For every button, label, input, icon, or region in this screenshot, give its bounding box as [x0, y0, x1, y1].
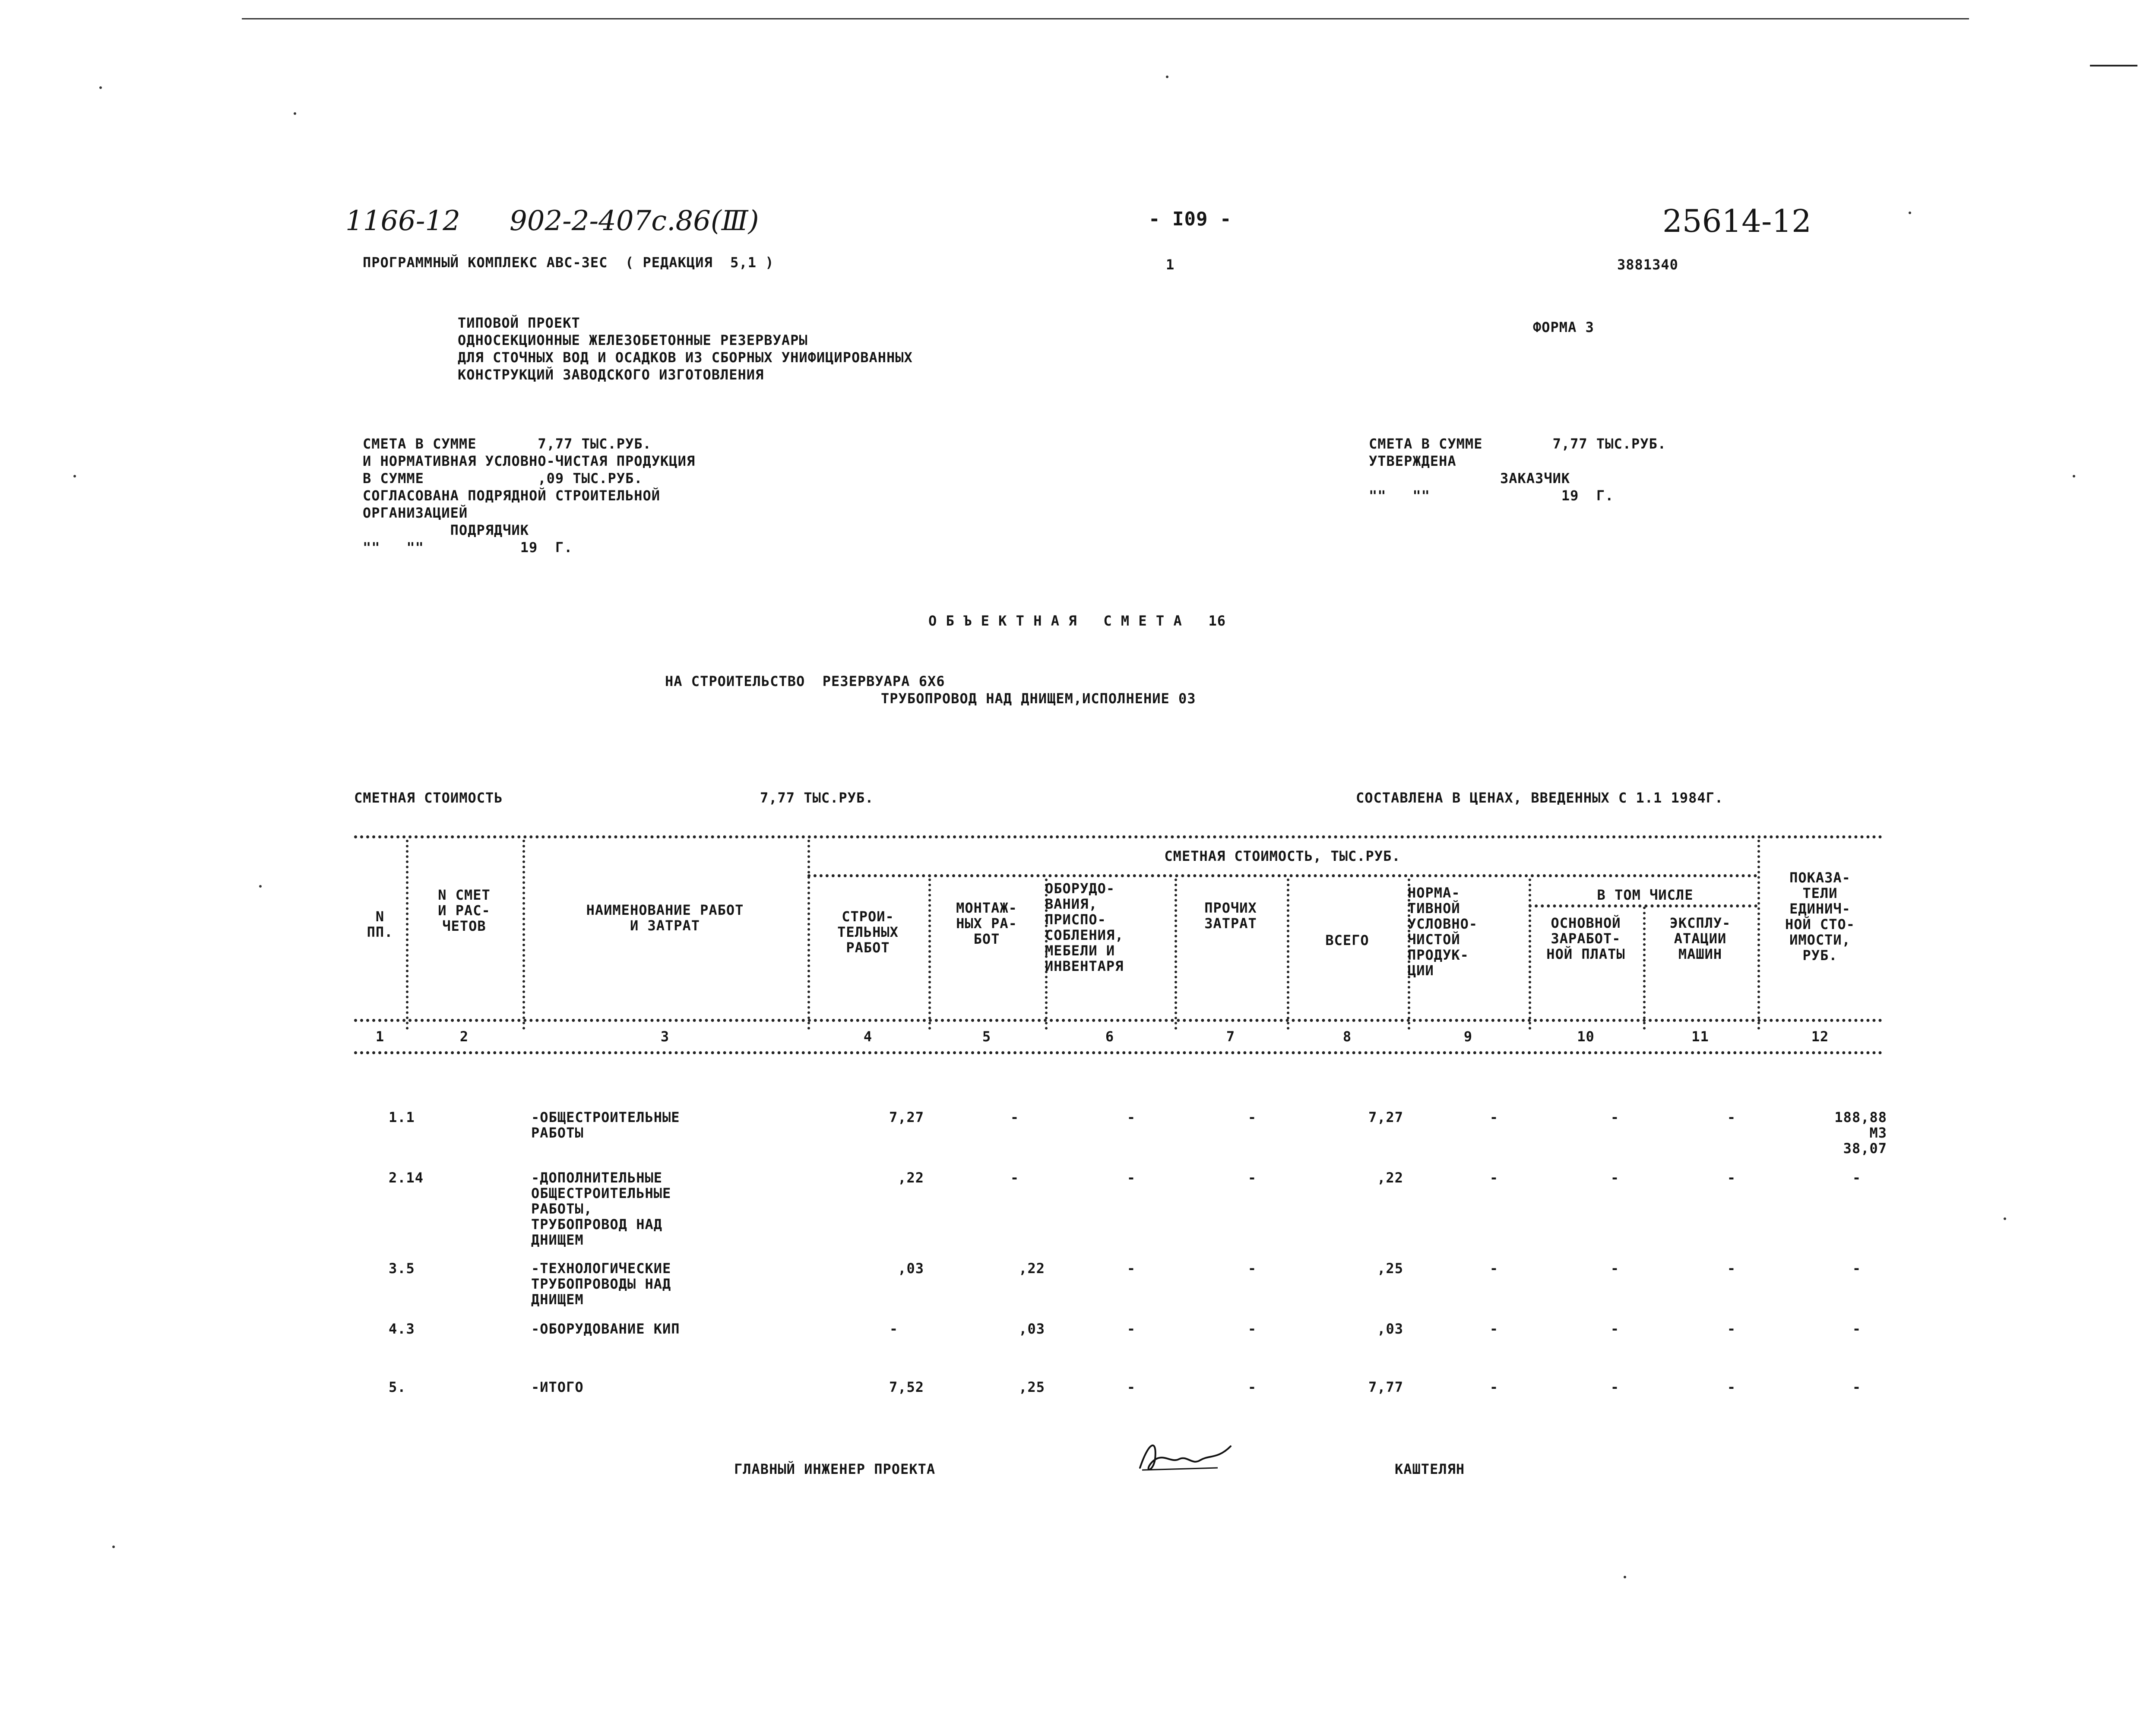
col-number-4: 4 [863, 1028, 873, 1045]
handwritten-right-code: 25614-12 [1662, 203, 1811, 239]
estimate-title: О Б Ъ Е К Т Н А Я С М Е Т А 16 [928, 613, 1226, 629]
row-normative: - [1489, 1109, 1499, 1125]
row-name: -ОБЩЕСТРОИТЕЛЬНЫЕ РАБОТЫ [531, 1109, 680, 1141]
col-header-2: N СМЕТ И РАС- ЧЕТОВ [438, 887, 491, 934]
row-machines: - [1727, 1109, 1736, 1125]
footer-name: КАШТЕЛЯН [1395, 1461, 1465, 1477]
handwritten-signature [1131, 1433, 1235, 1481]
project-line-4: КОНСТРУКЦИЙ ЗАВОДСКОГО ИЗГОТОВЛЕНИЯ [458, 367, 764, 383]
approval-left-line-1: СМЕТА В СУММЕ 7,77 ТЫС.РУБ. [363, 436, 652, 452]
prices-note: СОСТАВЛЕНА В ЦЕНАХ, ВВЕДЕННЫХ С 1.1 1984Г. [1356, 790, 1724, 806]
estimate-table [354, 835, 1883, 1064]
corner-scan-mark [2090, 65, 2137, 66]
scan-speck [2073, 475, 2075, 477]
scan-speck [112, 1546, 115, 1548]
row-installation: ,25 [1019, 1379, 1045, 1395]
col-header-8: ВСЕГО [1325, 932, 1369, 948]
scan-speck [1909, 212, 1911, 214]
row-total: ,03 [1377, 1321, 1403, 1337]
subgroup-rule [1529, 904, 1757, 907]
row-machines: - [1727, 1321, 1736, 1337]
row-other: - [1247, 1321, 1257, 1337]
approval-right-line-2: УТВЕРЖДЕНА [1369, 453, 1456, 469]
row-other: - [1247, 1260, 1257, 1277]
col-header-1: N ПП. [367, 908, 393, 940]
row-wages: - [1610, 1321, 1620, 1337]
table-rule-header-bottom [354, 1019, 1883, 1022]
row-construction: ,03 [898, 1260, 924, 1277]
row-other: - [1247, 1170, 1257, 1186]
scan-speck [259, 885, 262, 888]
table-rule-group [807, 874, 1757, 877]
col-header-6: ОБОРУДО- ВАНИЯ, ПРИСПО- СОБЛЕНИЯ, МЕБЕЛИ И ИНВЕНТАРЯ [1045, 880, 1124, 974]
approval-right-line-1: СМЕТА В СУММЕ 7,77 ТЫС.РУБ. [1369, 436, 1667, 452]
approval-left-line-4: СОГЛАСОВАНА ПОДРЯДНОЙ СТРОИТЕЛЬНОЙ [363, 487, 661, 504]
row-normative: - [1489, 1379, 1499, 1395]
scan-speck [2004, 1217, 2006, 1220]
row-construction: 7,27 [889, 1109, 924, 1125]
row-construction: ,22 [898, 1170, 924, 1186]
col-header-12: ПОКАЗА- ТЕЛИ ЕДИНИЧ- НОЙ СТО- ИМОСТИ, РУБ. [1785, 869, 1855, 964]
approval-left-line-3: В СУММЕ ,09 ТЫС.РУБ. [363, 470, 643, 487]
row-total: 7,77 [1368, 1379, 1403, 1395]
form-label: ФОРМА 3 [1533, 319, 1594, 335]
row-normative: - [1489, 1260, 1499, 1277]
col-header-11: ЭКСПЛУ- АТАЦИИ МАШИН [1669, 915, 1731, 962]
row-normative: - [1489, 1321, 1499, 1337]
page-number: - I09 - [1149, 208, 1232, 230]
row-ref: 2.14 [389, 1170, 424, 1186]
group-header: СМЕТНАЯ СТОИМОСТЬ, ТЫС.РУБ. [1164, 848, 1401, 864]
footer-role: ГЛАВНЫЙ ИНЖЕНЕР ПРОЕКТА [734, 1461, 936, 1477]
col-number-8: 8 [1342, 1028, 1352, 1045]
approval-left-line-2: И НОРМАТИВНАЯ УСЛОВНО-ЧИСТАЯ ПРОДУКЦИЯ [363, 453, 696, 469]
row-name: -ОБОРУДОВАНИЕ КИП [531, 1321, 680, 1337]
row-unit-cost: - [1852, 1260, 1862, 1277]
col-header-3: НАИМЕНОВАНИЕ РАБОТ И ЗАТРАТ [586, 902, 744, 934]
row-name: -ИТОГО [531, 1379, 584, 1395]
scan-speck [1624, 1576, 1626, 1578]
col-header-4: СТРОИ- ТЕЛЬНЫХ РАБОТ [837, 908, 899, 956]
col-sep-7 [1287, 879, 1289, 1030]
estimate-subtitle-2: ТРУБОПРОВОД НАД ДНИЩЕМ,ИСПОЛНЕНИЕ 03 [881, 690, 1196, 707]
col-number-2: 2 [459, 1028, 469, 1045]
row-total: ,25 [1377, 1260, 1403, 1277]
row-wages: - [1610, 1379, 1620, 1395]
row-other: - [1247, 1379, 1257, 1395]
row-unit-cost: - [1852, 1170, 1862, 1186]
col-header-9: НОРМА- ТИВНОЙ УСЛОВНО- ЧИСТОЙ ПРОДУК- ЦИИ [1408, 885, 1478, 979]
row-equipment: - [1127, 1109, 1136, 1125]
approval-left-line-7: "" "" 19 Г. [363, 539, 573, 556]
col-number-10: 10 [1577, 1028, 1595, 1045]
row-equipment: - [1127, 1260, 1136, 1277]
col-number-6: 6 [1105, 1028, 1114, 1045]
col-number-1: 1 [375, 1028, 385, 1045]
row-ref: 4.3 [389, 1321, 415, 1337]
col-header-7: ПРОЧИХ ЗАТРАТ [1204, 900, 1257, 932]
approval-right-line-3: ЗАКАЗЧИК [1369, 470, 1570, 487]
project-line-3: ДЛЯ СТОЧНЫХ ВОД И ОСАДКОВ ИЗ СБОРНЫХ УНИФИЦИРОВАННЫХ [458, 349, 913, 366]
col-header-10: ОСНОВНОЙ ЗАРАБОТ- НОЙ ПЛАТЫ [1546, 915, 1625, 962]
handwritten-doc-code: 902-2-407c.86(Ⅲ) [510, 205, 759, 237]
row-machines: - [1727, 1379, 1736, 1395]
col-number-12: 12 [1811, 1028, 1829, 1045]
row-installation: - [1010, 1109, 1019, 1125]
row-unit-cost: - [1852, 1379, 1862, 1395]
col-header-5: МОНТАЖ- НЫХ РА- БОТ [956, 900, 1017, 947]
row-total: 7,27 [1368, 1109, 1403, 1125]
row-ref: 5. [389, 1379, 406, 1395]
row-ref: 3.5 [389, 1260, 415, 1277]
scan-speck [1166, 76, 1168, 78]
scan-speck [99, 86, 102, 89]
summary-label: СМЕТНАЯ СТОИМОСТЬ [354, 790, 503, 806]
subgroup-header: В ТОМ ЧИСЛЕ [1597, 887, 1694, 903]
table-rule-top [354, 835, 1883, 838]
approval-left-line-6: ПОДРЯДЧИК [363, 522, 529, 538]
estimate-subtitle-1: НА СТРОИТЕЛЬСТВО РЕЗЕРВУАРА 6Х6 [665, 673, 945, 689]
col-number-7: 7 [1226, 1028, 1235, 1045]
row-ref: 1.1 [389, 1109, 415, 1125]
scan-speck [73, 475, 76, 477]
row-machines: - [1727, 1260, 1736, 1277]
row-machines: - [1727, 1170, 1736, 1186]
row-wages: - [1610, 1109, 1620, 1125]
row-other: - [1247, 1109, 1257, 1125]
col-number-9: 9 [1463, 1028, 1473, 1045]
handwritten-left-code: 1166-12 [345, 205, 460, 237]
top-scan-rule [242, 18, 1969, 19]
approval-right-line-4: "" "" 19 Г. [1369, 487, 1614, 504]
row-installation: ,03 [1019, 1321, 1045, 1337]
row-wages: - [1610, 1260, 1620, 1277]
row-installation: ,22 [1019, 1260, 1045, 1277]
col-number-5: 5 [982, 1028, 991, 1045]
approval-left-line-5: ОРГАНИЗАЦИЕЙ [363, 505, 468, 521]
row-total: ,22 [1377, 1170, 1403, 1186]
scan-speck [294, 112, 296, 115]
row-equipment: - [1127, 1170, 1136, 1186]
project-line-1: ТИПОВОЙ ПРОЕКТ [458, 315, 580, 331]
row-equipment: - [1127, 1379, 1136, 1395]
row-installation: - [1010, 1170, 1019, 1186]
document-number: 3881340 [1617, 256, 1678, 273]
row-name: -ТЕХНОЛОГИЧЕСКИЕ ТРУБОПРОВОДЫ НАД ДНИЩЕМ [531, 1260, 671, 1308]
summary-value: 7,77 ТЫС.РУБ. [760, 790, 874, 806]
col-sep-1 [406, 840, 408, 1030]
table-rule-numbers-bottom [354, 1051, 1883, 1054]
col-sep-2 [522, 840, 525, 1030]
row-name: -ДОПОЛНИТЕЛЬНЫЕ ОБЩЕСТРОИТЕЛЬНЫЕ РАБОТЫ, ТРУБОПРОВОД НАД ДНИЩЕМ [531, 1170, 671, 1248]
row-unit-cost: - [1852, 1321, 1862, 1337]
col-number-3: 3 [660, 1028, 670, 1045]
row-construction: - [889, 1321, 899, 1337]
row-normative: - [1489, 1170, 1499, 1186]
row-construction: 7,52 [889, 1379, 924, 1395]
program-line: ПРОГРАММНЫЙ КОМПЛЕКС АВС-3ЕС ( РЕДАКЦИЯ 5,1 ) [363, 254, 774, 271]
page-mark: 1 [1166, 256, 1175, 273]
project-line-2: ОДНОСЕКЦИОННЫЕ ЖЕЛЕЗОБЕТОННЫЕ РЕЗЕРВУАРЫ [458, 332, 808, 348]
row-equipment: - [1127, 1321, 1136, 1337]
col-number-11: 11 [1691, 1028, 1709, 1045]
row-wages: - [1610, 1170, 1620, 1186]
row-unit-cost: 188,88 М3 38,07 [1834, 1109, 1887, 1157]
